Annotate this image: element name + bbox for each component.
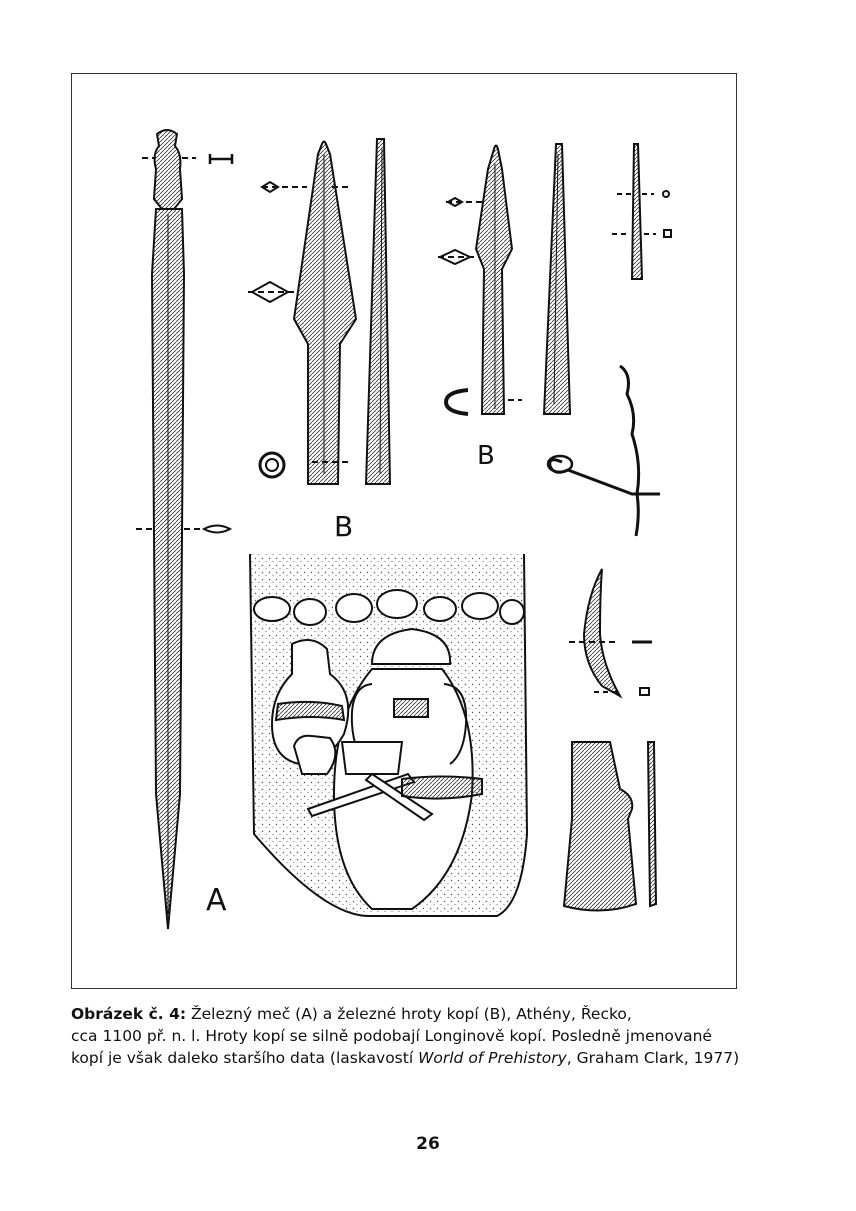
iron-knife bbox=[569, 569, 652, 696]
caption-line-3-pre: kopí je však daleko staršího data (laskavostí bbox=[71, 1049, 419, 1067]
letter-b-left: B bbox=[334, 510, 354, 543]
letter-a: A bbox=[206, 883, 227, 918]
letter-b-right: B bbox=[477, 441, 495, 471]
grave-pit bbox=[250, 554, 527, 916]
iron-sword bbox=[136, 130, 232, 929]
figure-frame bbox=[71, 73, 737, 989]
caption-line-1 bbox=[71, 1003, 771, 1025]
spearhead-large bbox=[248, 139, 390, 484]
caption-line-1-text: Železný meč (A) a železné hroty kopí (B), Athény, Řecko, bbox=[186, 1005, 632, 1023]
iron-axe bbox=[564, 742, 656, 911]
spearhead-small bbox=[438, 144, 570, 414]
letter-c: C bbox=[440, 419, 441, 420]
archaeological-illustration bbox=[72, 74, 736, 988]
page-number: 26 bbox=[416, 1134, 440, 1154]
caption-line-3-post: , Graham Clark, 1977) bbox=[566, 1049, 740, 1067]
caption-line-2: cca 1100 př. n. l. Hroty kopí se silně podobají Longinově kopí. Posledně jmenované bbox=[71, 1027, 712, 1045]
small-iron-points bbox=[612, 144, 671, 279]
caption-line-3 bbox=[71, 1047, 771, 1069]
figure-caption bbox=[71, 1003, 771, 1069]
caption-book-title: World of Prehistory bbox=[418, 1049, 567, 1067]
caption-label: Obrázek č. 4: bbox=[71, 1005, 187, 1023]
